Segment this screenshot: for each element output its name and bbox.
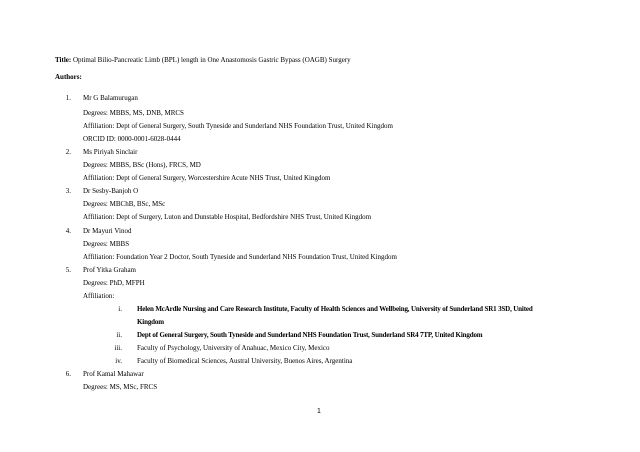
author-name: Dr Mayuri Vinod [83,227,132,235]
author-degrees: Degrees: MS, MSc, FRCS [83,383,158,391]
author-name: Prof Yitka Graham [83,266,137,274]
page-number: 1 [317,408,321,415]
author-affiliation-label: Affiliation: [83,292,115,300]
author-degrees: Degrees: MBBS [83,240,130,248]
author-number: 5. [65,266,71,274]
author-name: Mr G Balamurugan [83,94,138,102]
author-name: Dr Sesby-Banjoh O [83,187,139,195]
sub-affiliation-numeral: iv. [115,357,122,365]
sub-affiliation-text: Dept of General Surgery, South Tyneside and Sunderland NHS Foundation Trust, Sunderland SR4 7TP, United Kingdom [137,331,483,339]
sub-affiliation-text: Faculty of Biomedical Sciences, Austral University, Buenos Aires, Argentina [137,357,353,365]
author-number: 3. [65,187,71,195]
author-number: 6. [65,370,71,378]
author-degrees: Degrees: MBBS, BSc (Hons), FRCS, MD [83,161,201,169]
author-degrees: Degrees: PhD, MFPH [83,279,145,287]
authors-heading: Authors: [55,73,82,81]
author-degrees: Degrees: MBChB, BSc, MSc [83,200,166,208]
author-number: 4. [65,227,71,235]
sub-affiliation-text: Helen McArdle Nursing and Care Research Institute, Faculty of Health Sciences and Wellbeing, University of Sunderland SR1 3SD, United [137,305,533,313]
author-name: Prof Kamal Mahawar [83,370,144,378]
title-line [55,56,351,65]
author-affiliation: Affiliation: Dept of General Surgery, Worcestershire Acute NHS Trust, United Kingdom [83,174,331,182]
author-number: 1. [65,94,71,102]
sub-affiliation-numeral: i. [118,305,122,313]
sub-affiliation-text: Faculty of Psychology, University of Anahuac, Mexico City, Mexico [137,344,330,352]
author-number: 2. [65,148,71,156]
author-name: Ms Piriyah Sinclair [83,148,138,156]
author-affiliation: Affiliation: Foundation Year 2 Doctor, South Tyneside and Sunderland NHS Foundation Trust, United Kingdom [83,253,397,261]
title-label: Title: [55,56,72,64]
author-affiliation: Affiliation: Dept of Surgery, Luton and Dunstable Hospital, Bedfordshire NHS Trust, United Kingdom [83,213,372,221]
title-text: Optimal Bilio-Pancreatic Limb (BPL) length in One Anastomosis Gastric Bypass (OAGB) Surgery [72,56,351,64]
author-degrees: Degrees: MBBS, MS, DNB, MRCS [83,109,184,117]
author-orcid: ORCID ID: 0000-0001-6028-0444 [83,135,181,143]
author-affiliation: Affiliation: Dept of General Surgery, South Tyneside and Sunderland NHS Foundation Trust, United Kingdom [83,122,393,130]
sub-affiliation-numeral: iii. [114,344,122,352]
sub-affiliation-numeral: ii. [116,331,122,339]
sub-affiliation-text-continued: Kingdom [137,318,164,326]
